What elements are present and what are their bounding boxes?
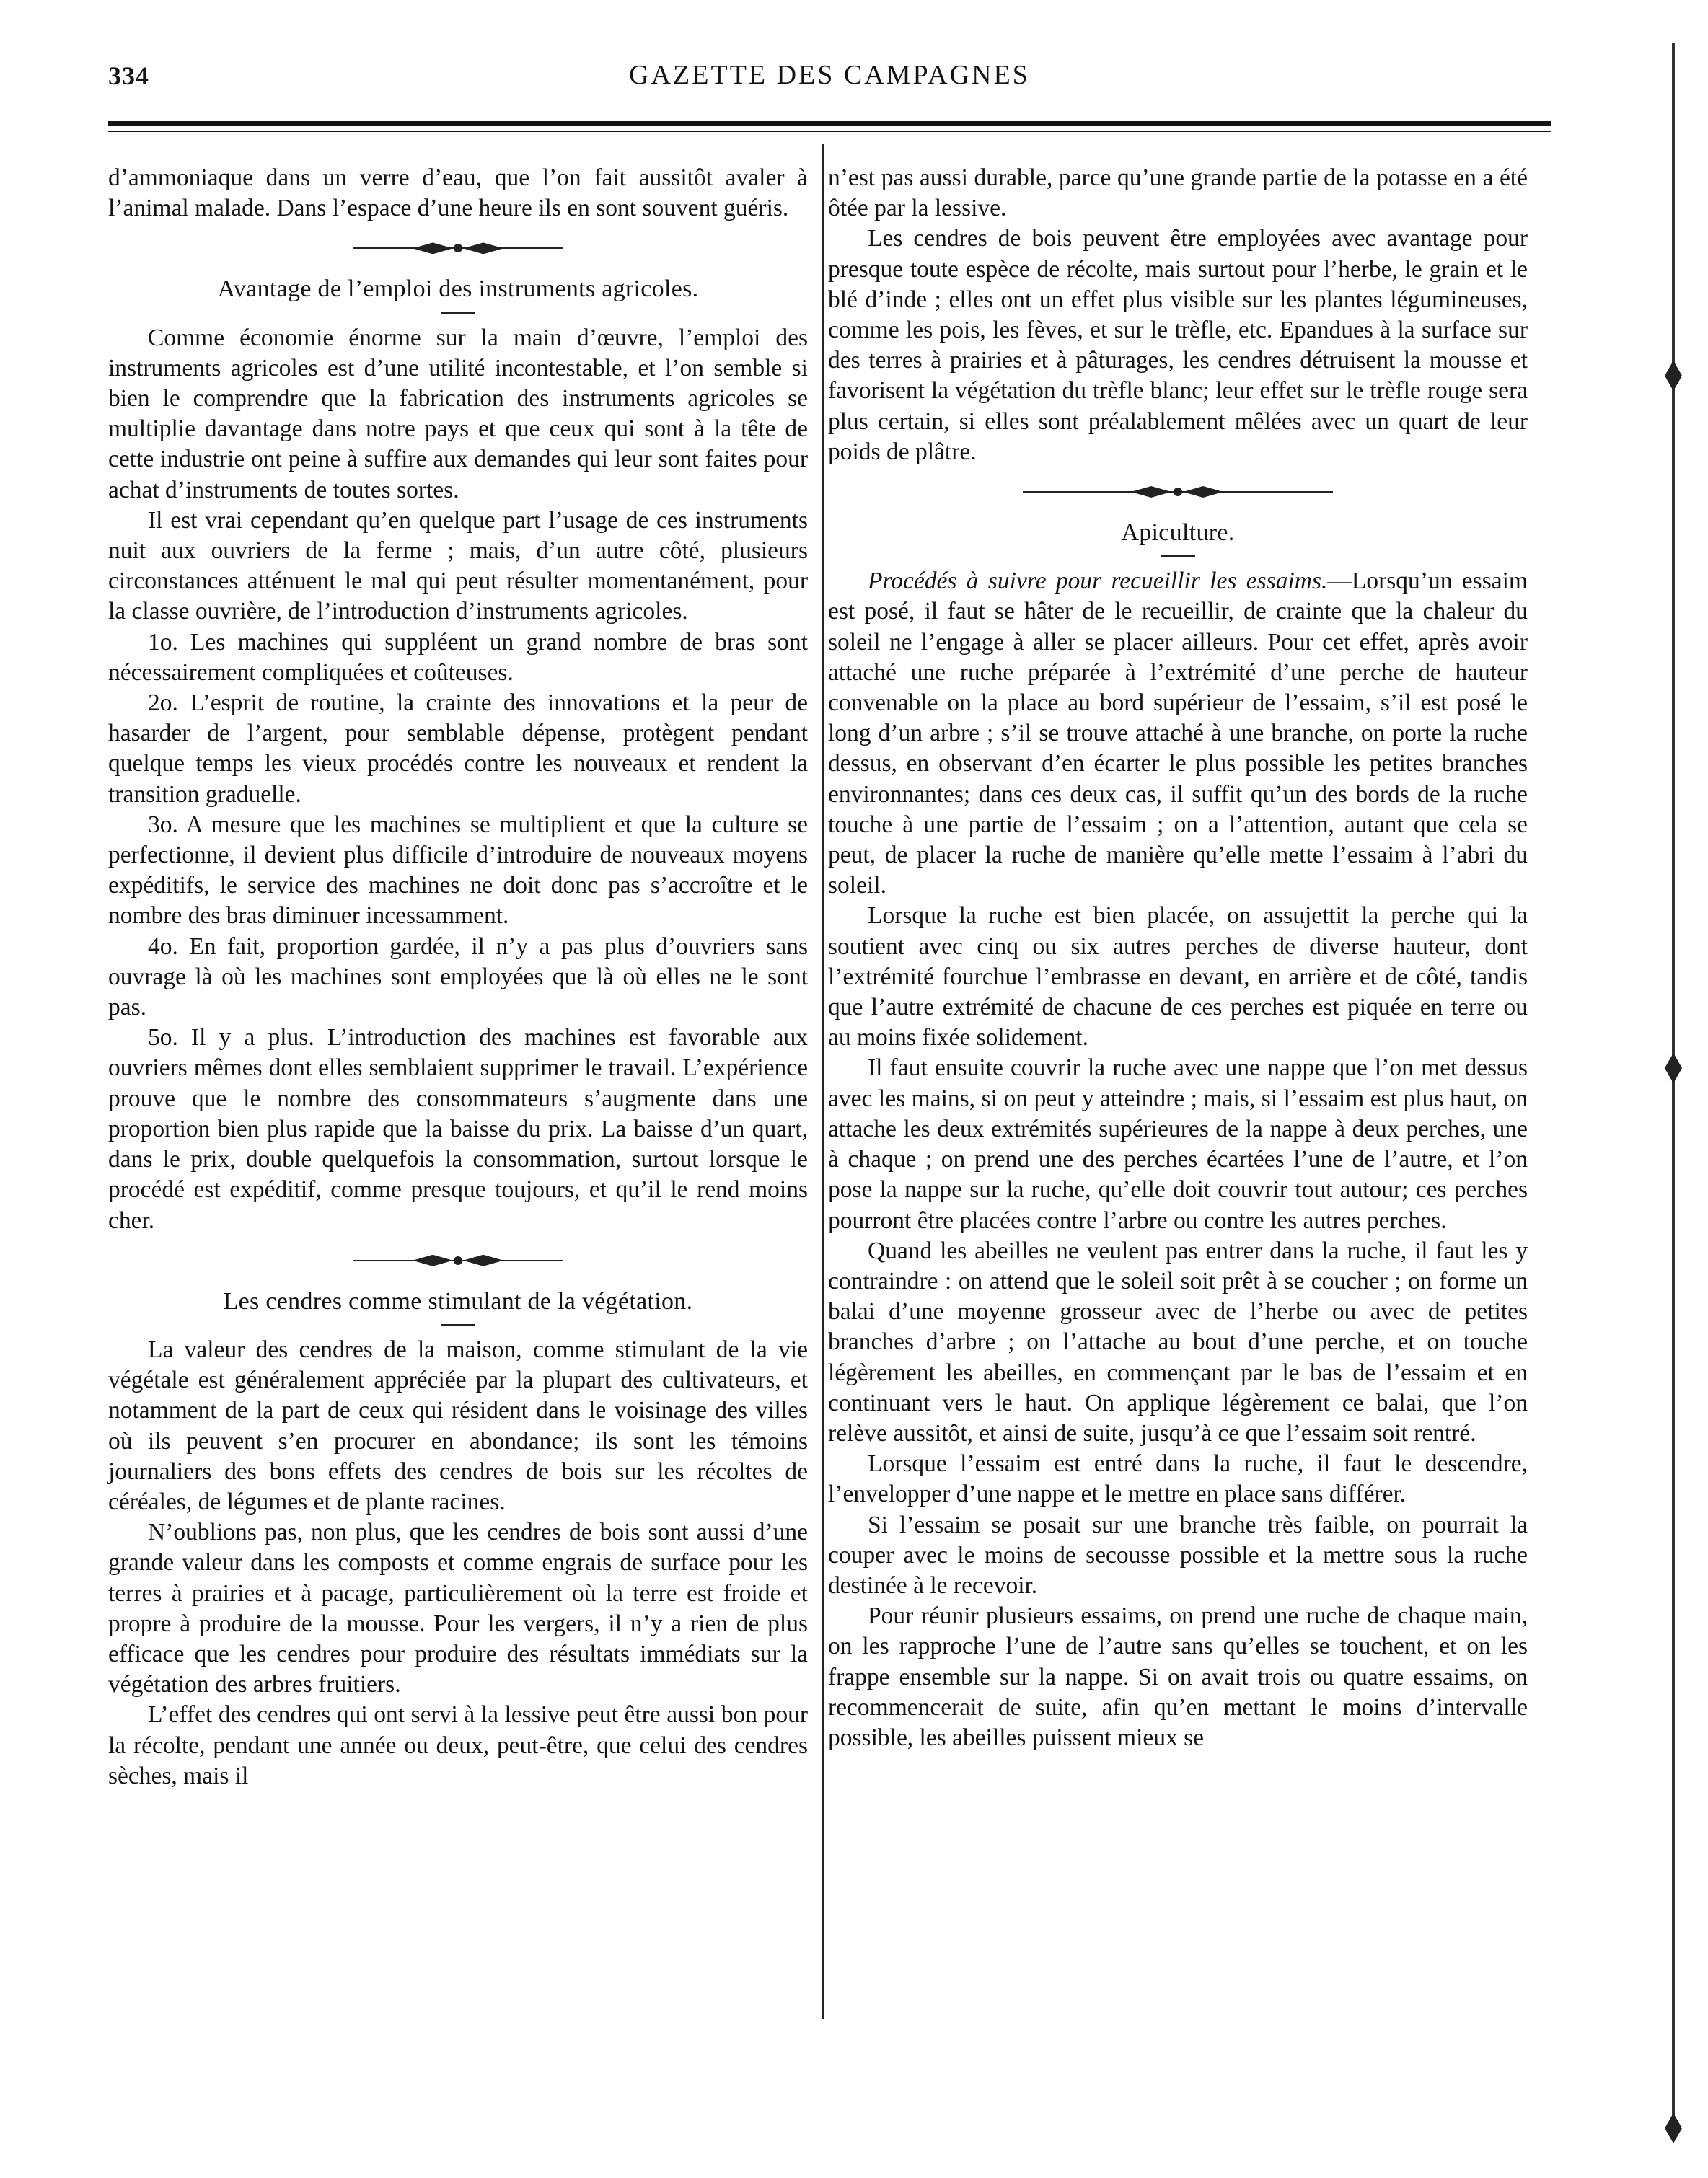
apiculture-paragraph: Lorsque l’essaim est entré dans la ruche, il faut le descendre, l’envelopper d’une nappe et le mettre en place sans différer. [828,1450,1528,1508]
title-dash [441,312,475,314]
section-ornament [353,239,563,257]
apiculture-paragraph: Si l’essaim se posait sur une branche très faible, on pourrait la couper avec le moins de secousse possible et la mettre sous la ruche destinée à le recevoir. [828,1511,1528,1599]
apiculture-lead-rest: —Lorsqu’un essaim est posé, il faut se hâter de le recueillir, de crainte que la chaleur du soleil ne l’engage à aller se placer ailleurs. Pour cet effet, après avoir attaché une ruche préparée à l’extrémité d’une perche de hauteur convenable on la place au bord supérieur de l’essaim, s’il est posé le long d’un arbre ; s’il se trouve attaché à une branche, on porte la ruche dessus, en observant d’en écarter le plus possible les petites branches environnantes; dans ces deux cas, il suffit qu’un des bords de la ruche touche à une partie de l’essaim ; on a l’attention, autant que cela se peut, de placer la ruche de manière qu’elle mette l’essaim à l’abri du soleil. [828,568,1528,899]
apiculture-paragraph [828,566,1528,901]
cendres-article-title: Les cendres comme stimulant de la végétation. [223,1287,693,1315]
page-header [108,56,1551,100]
column-divider [822,144,824,2019]
apiculture-paragraph: Quand les abeilles ne veulent pas entrer dans la ruche, il faut les y contraindre : on attend que le soleil soit prêt à se coucher ; on forme un balai d’une moyenne grosseur avec de l’herbe ou avec de petites branches d’arbre ; on l’attache au bout d’une perche, et on touche légèrement les abeilles, en commençant par le bas de l’essaim et en continuant vers le haut. On applique légèrement ce balai, que l’on relève aussitôt, et ainsi de suite, jusqu’à ce que l’essaim soit rentré. [828,1237,1528,1447]
instruments-paragraph: 3o. A mesure que les machines se multiplient et que la culture se perfectionne, il devient plus difficile d’introduire de nouveaux moyens expéditifs, le service des machines ne doit donc pas s’accroître et le nombre des bras diminuer incessamment. [108,811,808,930]
title-dash [1161,555,1195,557]
instruments-paragraph: Il est vrai cependant qu’en quelque part l’usage de ces instruments nuit aux ouvriers de la ferme ; mais, d’un autre côté, plusieurs circonstances atténuent le mal qui peut résulter momentanément, pour la classe ouvrière, de l’introduction d’instruments agricoles. [108,506,808,625]
intro-paragraph: d’ammoniaque dans un verre d’eau, que l’on fait aussitôt avaler à l’animal malade. Dans l’espace d’une heure ils en sont souvent guéris. [108,164,808,222]
section-ornament [1023,483,1333,501]
instruments-paragraph: 1o. Les machines qui suppléent un grand nombre de bras sont nécessairement compliquées et coûteuses. [108,628,808,686]
apiculture-article-title: Apiculture. [1121,519,1235,547]
instruments-paragraph: 4o. En fait, proportion gardée, il n’y a pas plus d’ouvriers sans ouvrage là où les machines sont employées que là où elles ne le sont pas. [108,933,808,1021]
apiculture-lead: Procédés à suivre pour recueillir les essaims. [868,568,1328,595]
binding-thread [1663,0,1683,2178]
instruments-paragraph: 2o. L’esprit de routine, la crainte des innovations et la peur de hasarder de l’argent, pour semblable dépense, protègent pendant quelque temps les vieux procédés contre les nouveaux et rendent la transition graduelle. [108,689,808,808]
journal-title: GAZETTE DES CAMPAGNES [629,60,1030,90]
cendres-paragraph: L’effet des cendres qui ont servi à la lessive peut être aussi bon pour la récolte, pendant une année ou deux, peut-être, que celui des cendres sèches, mais il [108,1701,808,1789]
apiculture-paragraph: Pour réunir plusieurs essaims, on prend une ruche de chaque main, on les rapproche l’une de l’autre sans qu’elles se touchent, et on les frappe ensemble sur la nappe. Si on avait trois ou quatre essaims, on recommencerait de suite, afin qu’en mettant le moins d’intervalle possible, les abeilles puissent mieux se [828,1602,1528,1751]
section-ornament [353,1252,563,1269]
instruments-article-title: Avantage de l’emploi des instruments agricoles. [217,275,699,303]
apiculture-paragraph: Il faut ensuite couvrir la ruche avec une nappe que l’on met dessus avec les mains, si on peut y atteindre ; mais, si l’essaim est plus haut, on attache les deux extrémités supérieures de la nappe à deux perches, une à chaque ; on prend une des perches écartées l’une de l’autre, et l’on pose la nappe sur la ruche, qu’elle doit couvrir tout autour; ces perches pourront être placées contre l’arbre ou contre les autres perches. [828,1054,1528,1234]
page-number: 334 [108,61,149,90]
right-column [828,163,1528,1753]
apiculture-paragraph: Lorsque la ruche est bien placée, on assujettit la perche qui la soutient avec cinq ou six autres perches de diverse hauteur, dont l’extrémité fourchue l’embrasse en devant, en arrière et de côté, tandis que l’autre extrémité de chacune de ces perches est piquée en terre ou au moins fixée solidement. [828,902,1528,1051]
cendres-paragraph: La valeur des cendres de la maison, comme stimulant de la vie végétale est généralement appréciée par la plupart des cultivateurs, et notamment de la part de ceux qui résident dans le voisinage des villes où ils peuvent s’en procurer en abondance; ils sont les témoins journaliers des bons effets des cendres de bois sur les récoltes de céréales, de légumes et de plante racines. [108,1336,808,1515]
cendres-paragraph: N’oublions pas, non plus, que les cendres de bois sont aussi d’une grande valeur dans les composts et comme engrais de surface pour les terres à prairies et à pacage, particulièrement où la terre est froide et propre à produire de la mousse. Pour les vergers, il n’y a rien de plus efficace que les cendres pour produire des résultats immédiats sur la végétation des arbres fruitiers. [108,1519,808,1698]
instruments-paragraph: Comme économie énorme sur la main d’œuvre, l’emploi des instruments agricoles est d’une utilité incontestable, et l’on semble si bien le comprendre que la fabrication des instruments agricoles se multiplie davantage dans notre pays et que ceux qui sont à la tête de cette industrie ont peine à suffire aux demandes qui leur sont faites pour achat d’instruments de toutes sortes. [108,324,808,503]
header-rule-thick [108,121,1551,126]
left-column [108,163,808,1791]
title-dash [441,1324,475,1326]
header-rule-thin [108,131,1551,132]
cendres-paragraph: Les cendres de bois peuvent être employées avec avantage pour presque toute espèce de récolte, mais surtout pour l’herbe, le grain et le blé d’inde ; elles ont un effet plus visible sur les plantes légumineuses, comme les pois, les fèves, et sur le trèfle, etc. Epandues à la surface sur des terres à prairies et à pâturages, les cendres détruisent la mousse et favorisent la végétation du trèfle blanc; leur effet sur le trèfle rouge sera plus certain, si elles sont préalablement mêlées avec un quart de leur poids de plâtre. [828,225,1528,465]
continued-paragraph: n’est pas aussi durable, parce qu’une grande partie de la potasse en a été ôtée par la lessive. [828,164,1528,222]
instruments-paragraph: 5o. Il y a plus. L’introduction des machines est favorable aux ouvriers mêmes dont elles semblaient supprimer le travail. L’expérience prouve que le nombre des consommateurs s’augmente dans une proportion bien plus rapide que la baisse du prix. La baisse d’un quart, dans le prix, double quelquefois la consommation, surtout lorsque le procédé est expéditif, comme presque toujours, et qu’il le rend moins cher. [108,1024,808,1234]
